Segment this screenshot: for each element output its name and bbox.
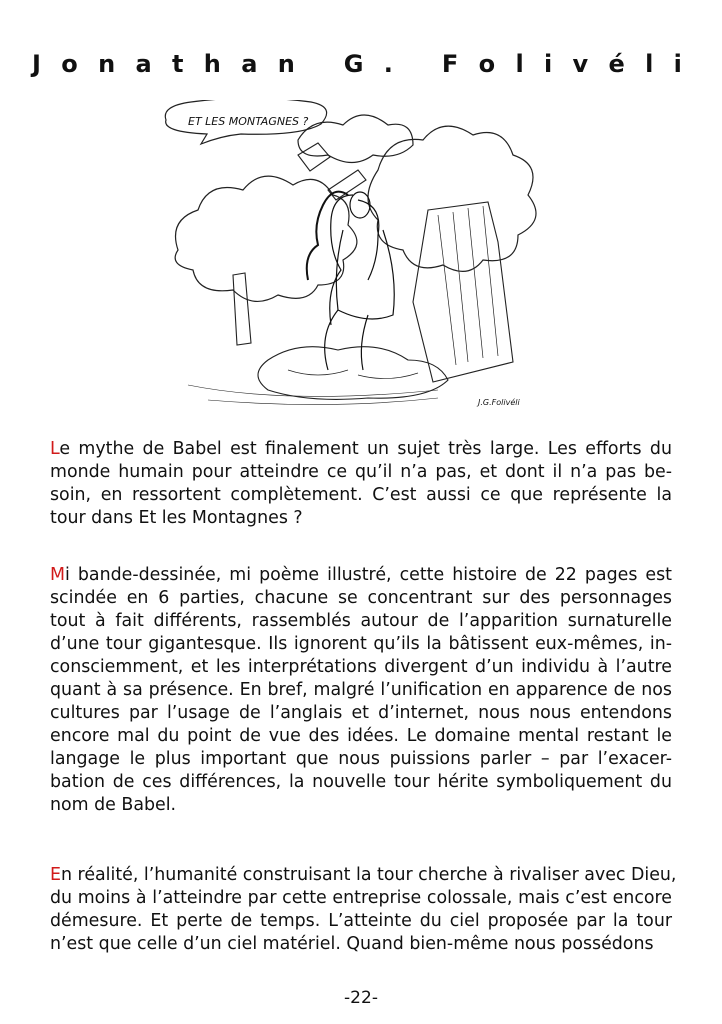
text-line: du moins à l’atteindre par cette entreprise colossale, mais c’est encore [50,888,672,908]
text-line: tout à fait différents, rassemblés autour de l’apparition surnaturelle [50,611,672,631]
header-letter: a [241,50,258,78]
text-line: démesure. Et perte de temps. L’atteinte du ciel proposée par la tour [50,911,672,931]
drop-cap: L [50,439,60,459]
running-header-author [32,44,682,84]
text-line: Le mythe de Babel est finalement un sujet très large. Les efforts du [50,439,672,459]
text-line: monde humain pour atteindre ce qu’il n’a pas, et dont il n’a pas be- [50,462,672,482]
header-letter: . [383,50,393,78]
text-line: nom de Babel. [50,795,177,815]
header-letter: a [135,50,152,78]
cloud-right [368,126,536,271]
header-letter: G [343,50,364,78]
header-letter: F [441,50,459,78]
drop-cap: E [50,865,61,885]
text-line: d’une tour gigantesque. Ils ignorent qu’ils la bâtissent eux-mêmes, in- [50,634,672,654]
text-line: Mi bande-dessinée, mi poème illustré, cette histoire de 22 pages est [50,565,672,585]
header-letter: h [203,50,221,78]
header-letter: v [572,50,589,78]
ground-lines [188,385,438,405]
text-line: n’est que celle d’un ciel matériel. Quand bien-même nous possédons [50,934,654,954]
text-line: consciemment, et les interprétations divergent d’un individu à l’autre [50,657,672,677]
text-line: cultures par l’usage de l’anglais et d’internet, nous nous entendons [50,703,672,723]
header-letter: l [515,50,524,78]
text-line: bation de ces différences, la nouvelle tour hérite symboliquement du [50,772,672,792]
page-number: -22- [344,988,378,1008]
header-letter [315,50,323,78]
text-line: En réalité, l’humanité construisant la tour cherche à rivaliser avec Dieu, [50,865,677,885]
header-letter [413,50,421,78]
paragraph-3 [50,864,677,956]
text-line: langage le plus important que nous puissions parler – par l’exacer- [50,749,672,769]
seated-figure [307,192,395,370]
header-letter: l [645,50,654,78]
text-line: encore mal du point de vue des idées. Le domaine mental restant le [50,726,672,746]
text-line: scindée en 6 parties, chacune se concentrant sur des personnages [50,588,672,608]
text-line: tour dans Et les Montagnes ? [50,508,303,528]
header-letter: J [32,50,41,78]
header-letter: o [61,50,78,78]
cloud-top [298,115,413,163]
header-letter: i [543,50,553,78]
signature: J.G.Folivéli [478,398,520,407]
illustration [148,100,568,418]
header-letter: n [277,50,295,78]
header-letter: t [171,50,184,78]
falling-column-1 [298,143,330,171]
header-letter: i [673,50,682,78]
small-pillar-left [233,273,251,345]
speech-bubble-text: ET LES MONTAGNES ? [188,115,309,128]
paragraph-1 [50,438,672,530]
paragraph-2 [50,564,672,817]
drop-cap: M [50,565,66,585]
text-line: quant à sa présence. En bref, malgré l’unification en apparence de nos [50,680,672,700]
header-letter: n [98,50,116,78]
text-line: soin, en ressortent complètement. C’est aussi ce que représente la [50,485,672,505]
header-letter: o [478,50,496,78]
header-letter: é [608,50,625,78]
